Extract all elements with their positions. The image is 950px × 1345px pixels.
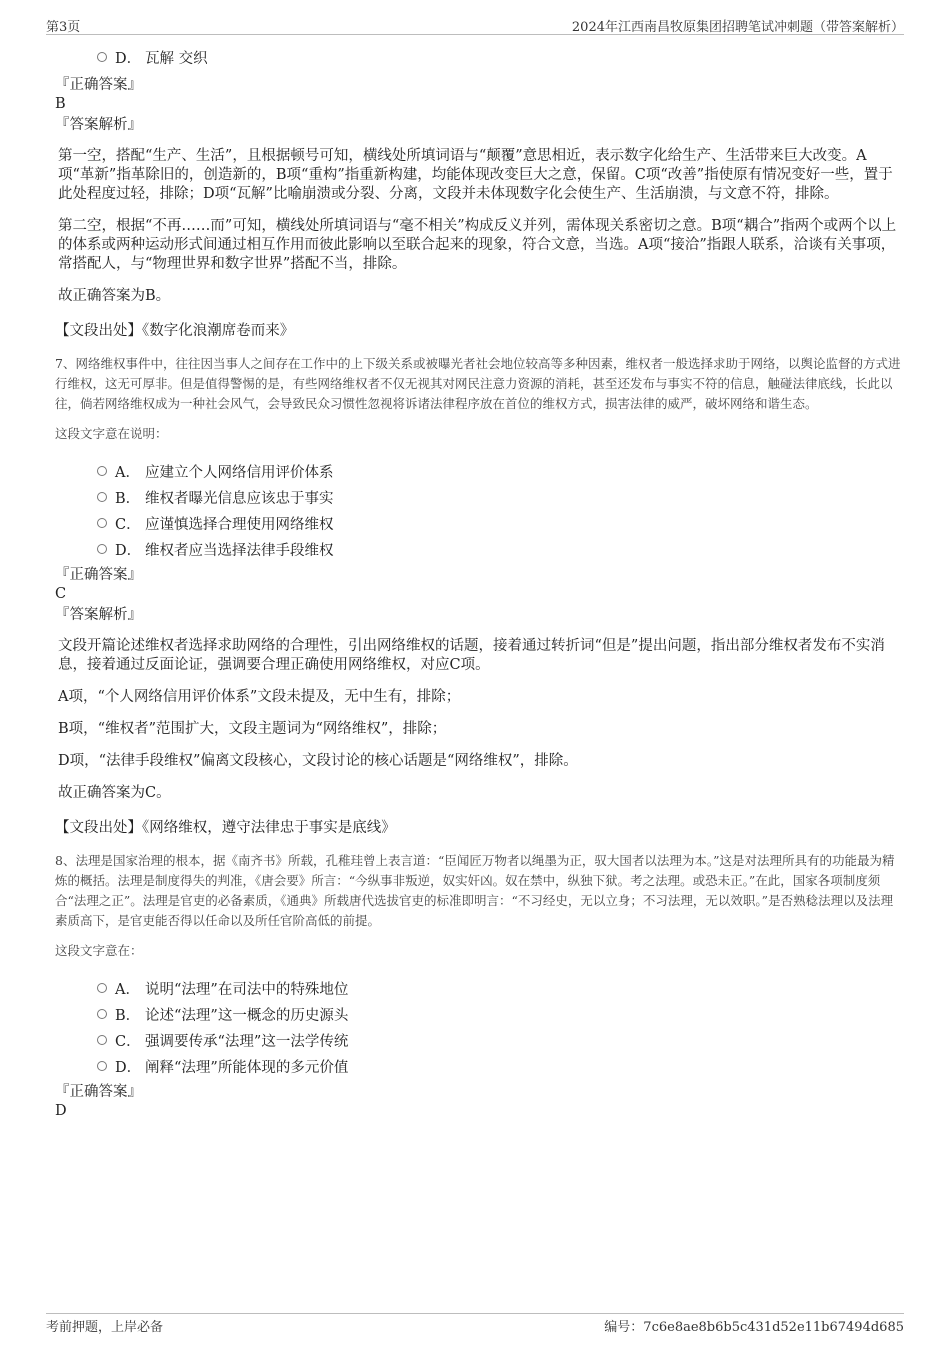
- q7-analysis-a: A项，“个人网络信用评价体系”文段未提及，无中生有，排除；: [58, 689, 461, 705]
- q8-answer: D: [55, 1103, 67, 1119]
- document-code: 编号：7c6e8ae8b6b5c431d52e11b67494d685: [604, 1320, 904, 1335]
- q7-analysis-b: B项，“维权者”范围扩大，文段主题词为“网络维权”，排除；: [58, 721, 447, 737]
- q7-source: 【文段出处】《网络维权，遵守法律忠于事实是底线》: [55, 820, 396, 836]
- radio-icon[interactable]: [97, 1061, 107, 1071]
- option-text: 维权者曝光信息应该忠于事实: [145, 491, 334, 507]
- q7-option-a[interactable]: [55, 458, 905, 484]
- option-text: 应谨慎选择合理使用网络维权: [145, 517, 334, 533]
- option-text: 说明“法理”在司法中的特殊地位: [145, 982, 349, 998]
- option-text: 维权者应当选择法律手段维权: [145, 543, 334, 559]
- q7-option-c[interactable]: [55, 510, 905, 536]
- q6-source: 【文段出处】《数字化浪潮席卷而来》: [55, 323, 295, 339]
- option-letter: B．: [115, 1008, 141, 1024]
- footer-slogan: 考前押题，上岸必备: [46, 1320, 164, 1335]
- q6-answer: B: [55, 96, 66, 112]
- q6-analysis-1: 第一空，搭配“生产、生活”，且根据顿号可知，横线处所填词语与“颠覆”意思相近，表示数字化给生产、生活带来巨大改变。A项“革新”指革除旧的，创造新的，B项“重构”指重新构建，均能体现改变巨大之意，保留。C项“改善”指使原有情况变好一些，置于此处程度过轻，排除；D项“瓦解”比喻崩溃或分裂、分离，文段并未体现数字化会使生产、生活崩溃，与文意不符，排除。: [58, 148, 893, 202]
- radio-icon[interactable]: [97, 492, 107, 502]
- option-text: 强调要传承“法理”这一法学传统: [145, 1034, 349, 1050]
- q7-question: 7、网络维权事件中，往往因当事人之间存在工作中的上下级关系或被曝光者社会地位较高等多种因素，维权者一般选择求助于网络，以舆论监督的方式进行维权，这无可厚非。但是值得警惕的是，有些网络维权者不仅无视其对网民注意力资源的消耗，甚至还发布与事实不符的信息，触碰法律底线，长此以往，倘若网络维权成为一种社会风气，会导致民众习惯性忽视将诉诸法律程序放在首位的维权方式，损害法律的威严，破坏网络和谐生态。: [55, 356, 901, 411]
- q7-answer: C: [55, 586, 67, 602]
- radio-icon[interactable]: [97, 983, 107, 993]
- option-letter: D．: [115, 51, 142, 67]
- q7-option-b[interactable]: [55, 484, 905, 510]
- radio-icon[interactable]: [97, 1009, 107, 1019]
- page-footer: [46, 1313, 904, 1336]
- analysis-label: 『答案解析』: [55, 117, 142, 133]
- option-text: 瓦解 交织: [145, 51, 208, 67]
- q8-lead: 这段文字意在：: [55, 943, 143, 958]
- radio-icon[interactable]: [97, 52, 107, 62]
- q7-conclusion: 故正确答案为C。: [58, 785, 171, 801]
- radio-icon[interactable]: [97, 1035, 107, 1045]
- q7-lead: 这段文字意在说明：: [55, 426, 168, 441]
- option-letter: A．: [115, 465, 140, 481]
- q6-conclusion: 故正确答案为B。: [58, 288, 171, 304]
- q6-option-d[interactable]: [55, 44, 905, 70]
- q7-analysis-1: 文段开篇论述维权者选择求助网络的合理性，引出网络维权的话题，接着通过转折词“但是”提出问题，指出部分维权者发布不实消息，接着通过反面论证，强调要合理正确使用网络维权，对应C项。: [58, 638, 885, 673]
- option-letter: B．: [115, 491, 141, 507]
- document-body: [55, 44, 905, 1123]
- option-text: 阐释“法理”所能体现的多元价值: [145, 1060, 349, 1076]
- q8-option-d[interactable]: [55, 1053, 905, 1079]
- q7-option-d[interactable]: [55, 536, 905, 562]
- correct-answer-label: 『正确答案』: [55, 1084, 142, 1100]
- correct-answer-label: 『正确答案』: [55, 567, 142, 583]
- radio-icon[interactable]: [97, 518, 107, 528]
- option-letter: A．: [115, 982, 140, 998]
- document-title: 2024年江西南昌牧原集团招聘笔试冲刺题（带答案解析）: [571, 20, 904, 35]
- option-letter: D．: [115, 1060, 142, 1076]
- option-letter: C．: [115, 1034, 141, 1050]
- option-text: 论述“法理”这一概念的历史源头: [145, 1008, 349, 1024]
- option-text: 应建立个人网络信用评价体系: [145, 465, 334, 481]
- q8-question: 8、法理是国家治理的根本，据《南齐书》所载，孔稚珪曾上表言道：“臣闻匠万物者以绳墨为正，驭大国者以法理为本。”这是对法理所具有的功能最为精炼的概括。法理是制度得失的判准，《唐会要》所言：“今纵事非叛逆，奴实奸凶。奴在禁中，纵独下狱。考之法理。或恐未正。”在此，国家各项制度须合“法理之正”。法理是官吏的必备素质，《通典》所载唐代选拔官吏的标准即明言：“不习经史，无以立身；不习法理，无以效职。”是否熟稔法理以及法理素质高下，是官吏能否得以任命以及所任官阶高低的前提。: [55, 853, 895, 928]
- page-header: [46, 14, 904, 35]
- option-letter: D．: [115, 543, 142, 559]
- option-letter: C．: [115, 517, 141, 533]
- q7-analysis-d: D项，“法律手段维权”偏离文段核心，文段讨论的核心话题是“网络维权”，排除。: [58, 753, 578, 769]
- q6-analysis-2: 第二空，根据“不再……而”可知，横线处所填词语与“毫不相关”构成反义并列，需体现关系密切之意。B项“耦合”指两个或两个以上的体系或两种运动形式间通过相互作用而彼此影响以至联合起来的现象，符合文意，当选。A项“接洽”指跟人联系，洽谈有关事项，常搭配人，与“物理世界和数字世界”搭配不当，排除。: [58, 218, 897, 272]
- radio-icon[interactable]: [97, 466, 107, 476]
- analysis-label: 『答案解析』: [55, 607, 142, 623]
- q8-option-c[interactable]: [55, 1027, 905, 1053]
- q8-option-b[interactable]: [55, 1001, 905, 1027]
- page-number: 第3页: [46, 20, 81, 35]
- q8-option-a[interactable]: [55, 975, 905, 1001]
- radio-icon[interactable]: [97, 544, 107, 554]
- correct-answer-label: 『正确答案』: [55, 77, 142, 93]
